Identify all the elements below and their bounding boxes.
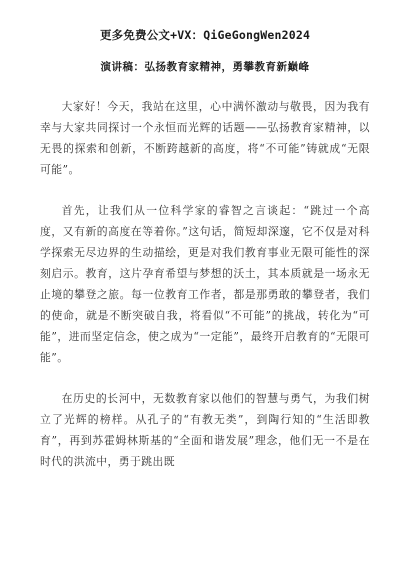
- document-header: 更多免费公文+VX：QiGeGongWen2024: [99, 28, 311, 42]
- document-title: 演讲稿：弘扬教育家精神，勇攀教育新巅峰: [100, 61, 310, 73]
- paragraph-3: 在历史的长河中，无数教育家以他们的智慧与勇气，为我们树立了光辉的榜样。从孔子的“有教无类”，到陶行知的“生活即教育”，再到苏霍姆林斯基的“全面和谐发展”理念，他们无一不是在时代的洪流中，勇于跳出既: [40, 392, 370, 468]
- paragraph-2: 首先，让我们从一位科学家的睿智之言谈起：“跳过一个高度，又有新的高度在等着你。”这句话，简短却深邃，它不仅是对科学探索无尽边界的生动描绘，更是对我们教育事业无限可能性的深刻启示。教育，这片孕育希望与梦想的沃土，其本质就是一场永无止境的攀登之旅。每一位教育工作者，都是那勇敢的攀登者，我们的使命，就是不断突破自我，将看似“不可能”的挑战，转化为“可能”，进而坚定信念，使之成为“一定能”，最终开启教育的“无限可能”。: [40, 204, 370, 364]
- paragraph-1: 大家好！今天，我站在这里，心中满怀激动与敬畏，因为我有幸与大家共同探讨一个永恒而光辉的话题——弘扬教育家精神，以无畏的探索和创新，不断跨越新的高度，将“不可能”铸就成“无限可能”。: [40, 100, 370, 176]
